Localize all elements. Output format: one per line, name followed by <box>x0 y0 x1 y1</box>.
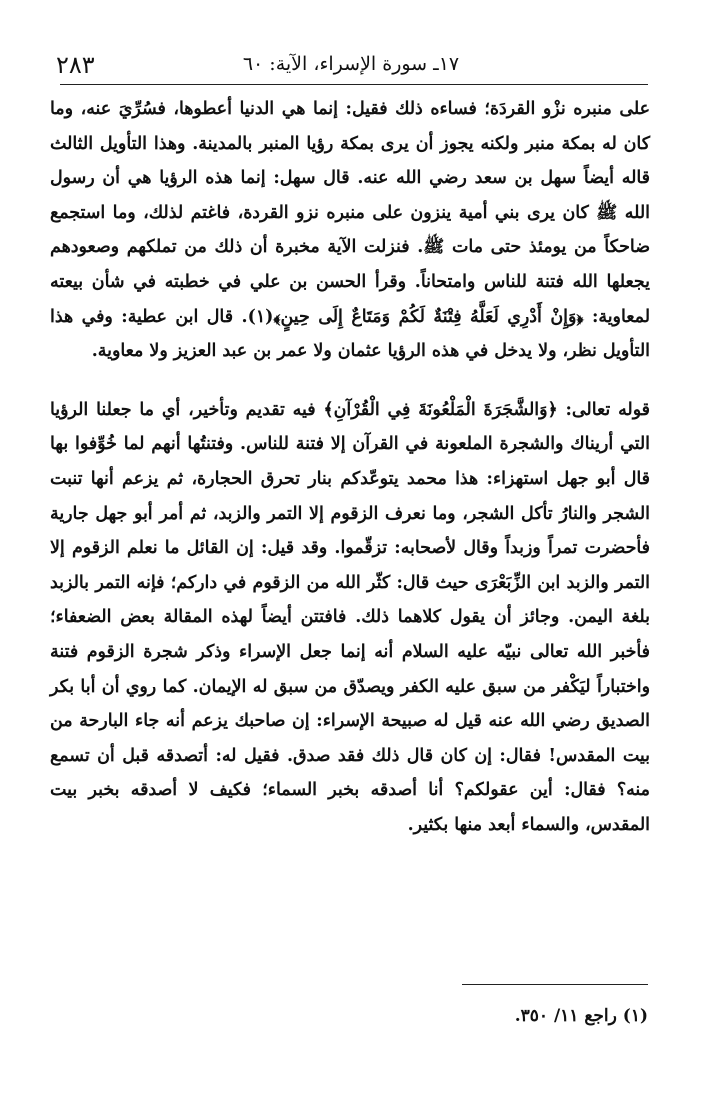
paragraph: قوله تعالى: ﴿وَالشَّجَرَةَ الْمَلْعُونَةَ فِي الْقُرْآنِ﴾ فيه تقديم وتأخير، أي ما جعلنا الرؤيا التي أريناك والشجرة الملعونة في القرآن إلا فتنة للناس. وفتنتُها أنهم لما خُوِّفوا بها قال أبو جهل استهزاء: هذا محمد يتوعّدكم بنار تحرق الحجارة، ثم يزعم أنها تنبت الشجر والنارُ تأكل الشجر، وما نعرف الزقوم إلا التمر والزبد، ثم أمر أبو جهل جارية فأحضرت تمراً وزبداً وقال لأصحابه: تزقّموا. وقد قيل: إن القائل ما نعلم الزقوم إلا التمر والزبد ابن الزِّبَعْرَى حيث قال: كثّر الله من الزقوم في داركم؛ فإنه التمر بالزبد بلغة اليمن. وجائز أن يقول كلاهما ذلك. فافتتن أيضاً لهذه المقالة بعض الضعفاء؛ فأخبر الله تعالى نبيّه عليه السلام أنه إنما جعل الإسراء وذكر شجرة الزقوم فتنة واختباراً ليَكْفر من سبق عليه الكفر ويصدّق من سبق له الإيمان. كما روي أن أبا بكر الصديق رضي الله عنه قيل له صبيحة الإسراء: إن صاحبك يزعم أنه جاء البارحة من بيت المقدس! فقال: إن كان قال ذلك فقد صدق. فقيل له: أتصدقه قبل أن تسمع منه؟ فقال: أين عقولكم؟ أنا أصدقه بخبر السماء؛ فكيف لا أصدقه بخبر بيت المقدس، والسماء أبعد منها بكثير. <box>50 399 650 835</box>
page-number: ٢٨٣ <box>56 51 95 79</box>
running-title: ١٧ـ سورة الإسراء، الآية: ٦٠ <box>242 53 460 75</box>
footnote-divider <box>462 984 648 985</box>
footnote: (١) راجع ١١/ ٣٥٠. <box>514 1006 648 1026</box>
main-text <box>50 92 650 842</box>
header-divider <box>60 84 648 85</box>
paragraph: على منبره نزْو القردَة؛ فساءه ذلك فقيل: إنما هي الدنيا أعطوها، فسُرِّيَ عنه، وما كان له بمكة منبر ولكنه يجوز أن يرى بمكة رؤيا المنبر بالمدينة. وهذا التأويل الثالث قاله أيضاً سهل بن سعد رضي الله عنه. قال سهل: إنما هذه الرؤيا هي أن رسول الله ﷺ كان يرى بني أمية ينزون على منبره نزو القردة، فاغتم لذلك، وما استجمع ضاحكاً من يومئذ حتى مات ﷺ. فنزلت الآية مخبرة أن ذلك من تملكهم وصعودهم يجعلها الله فتنة للناس وامتحاناً. وقرأ الحسن بن علي في خطبته في شأن بيعته لمعاوية: ﴿وَإِنْ أَدْرِي لَعَلَّهُ فِتْنَةٌ لَكُمْ وَمَتَاعٌ إِلَى حِينٍ﴾(١). قال ابن عطية: وفي هذا التأويل نظر، ولا يدخل في هذه الرؤيا عثمان ولا عمر بن عبد العزيز ولا معاوية. <box>50 99 651 362</box>
page-header <box>56 52 646 88</box>
